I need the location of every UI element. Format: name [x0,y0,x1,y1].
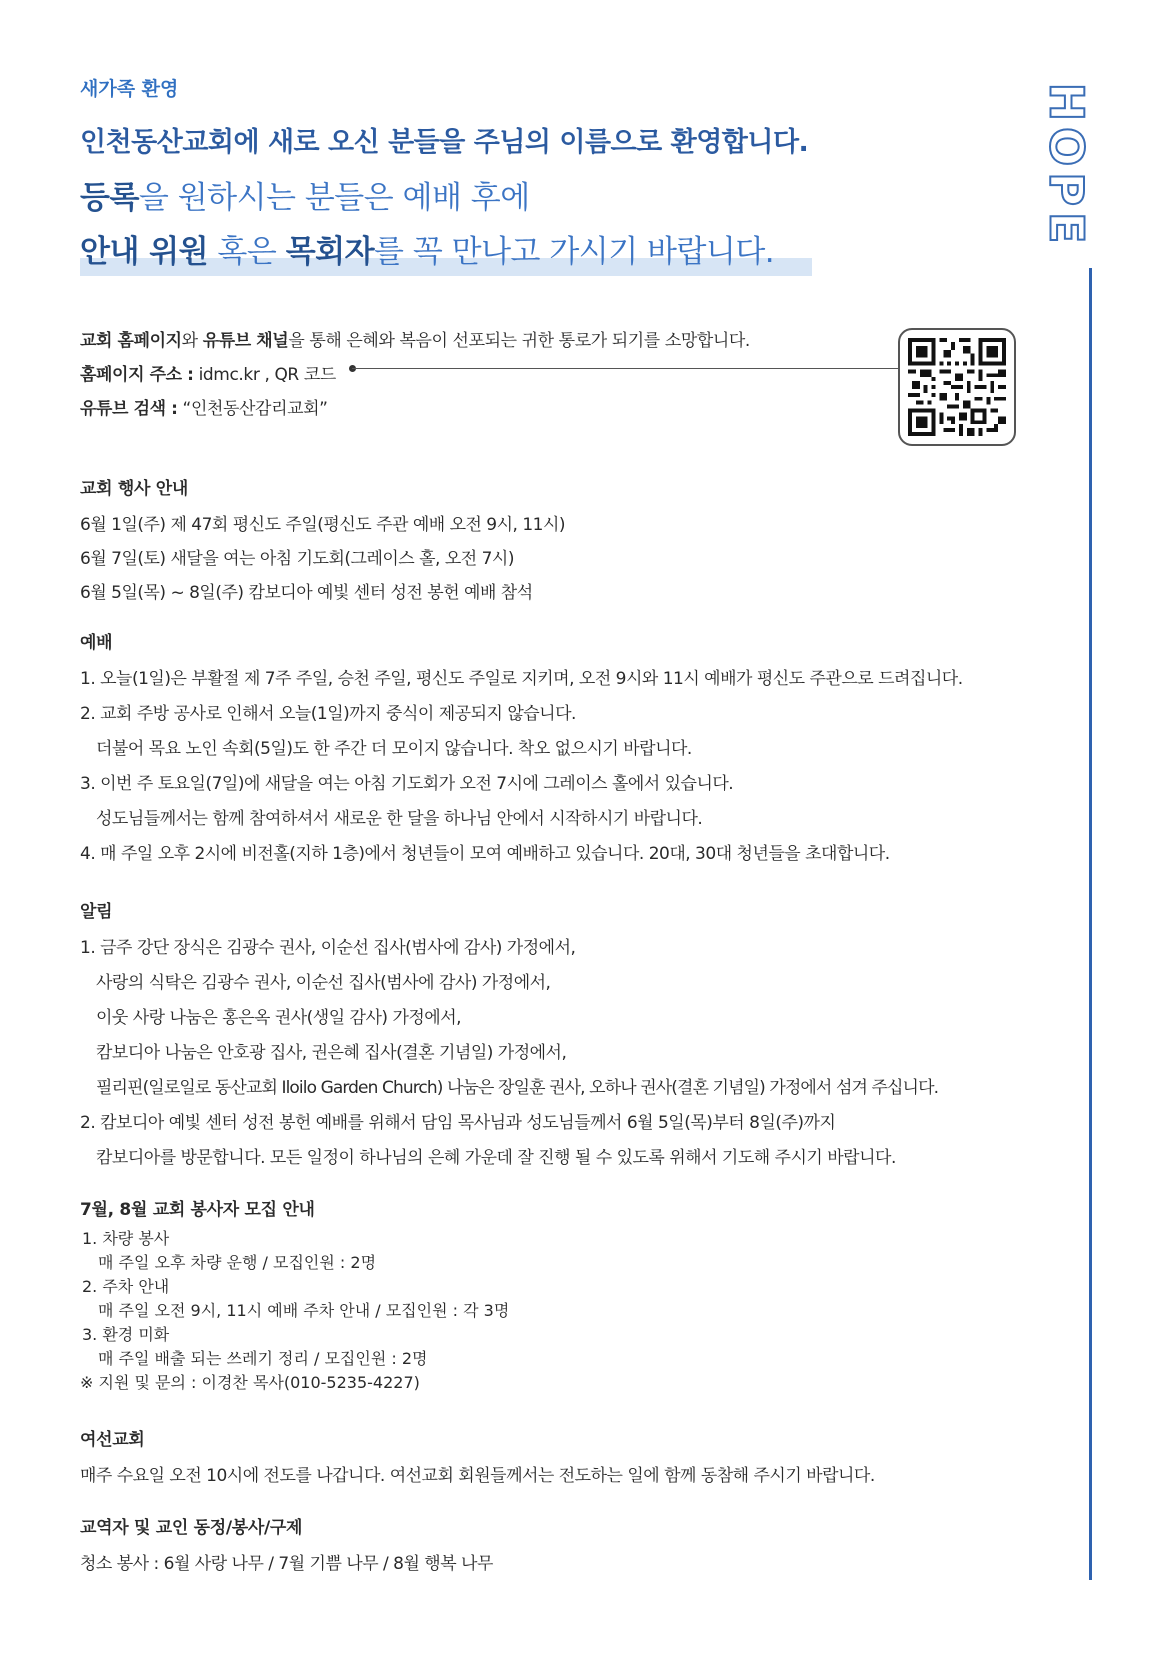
info-line-youtube: 유튜브 검색 : “인천동산감리교회” [80,399,328,419]
sub2-mid: 혹은 [208,234,286,270]
section-title-events: 교회 행사 안내 [80,479,188,499]
notice-line: 캄보디아 나눔은 안호광 집사, 권은혜 집사(결혼 기념일) 가정에서, [96,1043,567,1063]
section-title-notice: 알림 [80,902,113,922]
volunteer-line: 3. 환경 미화 [82,1325,170,1344]
notice-line: 1. 금주 강단 장식은 김광수 권사, 이순선 집사(범사에 감사) 가정에서, [80,938,576,958]
sub2-bold-2: 목회자 [285,234,375,270]
worship-line: 1. 오늘(1일)은 부활절 제 7주 주일, 승천 주일, 평신도 주일로 지키며, 오전 9시와 11시 예배가 평신도 주관으로 드려집니다. [80,669,963,689]
section-title-ministry: 교역자 및 교인 동정/봉사/구제 [80,1518,303,1538]
worship-line: 4. 매 주일 오후 2시에 비전홀(지하 1층)에서 청년들이 모여 예배하고 있습니다. 20대, 30대 청년들을 초대합니다. [80,844,890,864]
worship-line: 3. 이번 주 토요일(7일)에 새달을 여는 아침 기도회가 오전 7시에 그레이스 홀에서 있습니다. [80,774,734,794]
connector-line [352,368,898,369]
mission-text: 매주 수요일 오전 10시에 전도를 나갑니다. 여선교회 회원들께서는 전도하는 일에 함께 동참해 주시기 바랍니다. [80,1466,875,1486]
section-title-worship: 예배 [80,633,113,653]
hope-side-word: HOPE [1039,82,1093,249]
events-line: 6월 7일(토) 새달을 여는 아침 기도회(그레이스 홀, 오전 7시) [80,549,514,569]
volunteer-line: 매 주일 배출 되는 쓰레기 정리 / 모집인원 : 2명 [98,1349,428,1368]
worship-line: 2. 교회 주방 공사로 인해서 오늘(1일)까지 중식이 제공되지 않습니다. [80,704,576,724]
sub2-bold-1: 안내 위원 [80,234,209,270]
worship-line: 성도님들께서는 함께 참여하셔서 새로운 한 달을 하나님 안에서 시작하시기 바랍니다. [96,809,703,829]
headline: 인천동산교회에 새로 오신 분들을 주님의 이름으로 환영합니다. [80,127,809,158]
volunteer-line: 매 주일 오후 차량 운행 / 모집인원 : 2명 [98,1253,377,1272]
sub1-rest: 을 원하시는 분들은 예배 후에 [138,180,530,216]
volunteer-line: 1. 차량 봉사 [82,1229,170,1248]
kicker-title: 새가족 환영 [80,78,179,100]
events-line: 6월 5일(목) ~ 8일(주) 캄보디아 예빛 센터 성전 봉헌 예배 참석 [80,583,533,603]
section-title-volunteer: 7월, 8월 교회 봉사자 모집 안내 [80,1200,315,1220]
notice-line: 캄보디아를 방문합니다. 모든 일정이 하나님의 은혜 가운데 잘 진행 될 수 있도록 위해서 기도해 주시기 바랍니다. [96,1148,896,1168]
subheadline-2 [80,226,774,271]
section-title-mission: 여선교회 [80,1430,145,1450]
volunteer-contact: ※ 지원 및 문의 : 이경찬 목사(010-5235-4227) [80,1373,420,1392]
events-line: 6월 1일(주) 제 47회 평신도 주일(평신도 주관 예배 오전 9시, 11시) [80,515,566,535]
notice-line: 필리핀(일로일로 동산교회 Iloilo Garden Church) 나눔은 장일훈 권사, 오하나 권사(결혼 기념일) 가정에서 섬겨 주십니다. [96,1078,939,1098]
subheadline-1 [80,172,530,217]
info-line-1: 교회 홈페이지와 유튜브 채널을 통해 은혜와 복음이 선포되는 귀한 통로가 되기를 소망합니다. [80,331,750,351]
volunteer-line: 매 주일 오전 9시, 11시 예배 주차 안내 / 모집인원 : 각 3명 [98,1301,510,1320]
worship-line: 더불어 목요 노인 속회(5일)도 한 주간 더 모이지 않습니다. 착오 없으시기 바랍니다. [96,739,692,759]
vertical-rule [1089,268,1092,1580]
sub2-rest: 를 꼭 만나고 가시기 바랍니다. [374,234,775,270]
qr-code-icon[interactable] [908,338,1006,436]
volunteer-line: 2. 주차 안내 [82,1277,170,1296]
info-line-homepage: 홈페이지 주소 : idmc.kr , QR 코드 [80,365,336,385]
notice-line: 이웃 사랑 나눔은 홍은옥 권사(생일 감사) 가정에서, [96,1008,462,1028]
sub1-bold: 등록 [80,180,139,216]
qr-code-frame[interactable] [898,328,1016,446]
ministry-text: 청소 봉사 : 6월 사랑 나무 / 7월 기쁨 나무 / 8월 행복 나무 [80,1554,493,1574]
notice-line: 2. 캄보디아 예빛 센터 성전 봉헌 예배를 위해서 담임 목사님과 성도님들께서 6월 5일(목)부터 8일(주)까지 [80,1113,836,1133]
notice-line: 사랑의 식탁은 김광수 권사, 이순선 집사(범사에 감사) 가정에서, [96,973,551,993]
